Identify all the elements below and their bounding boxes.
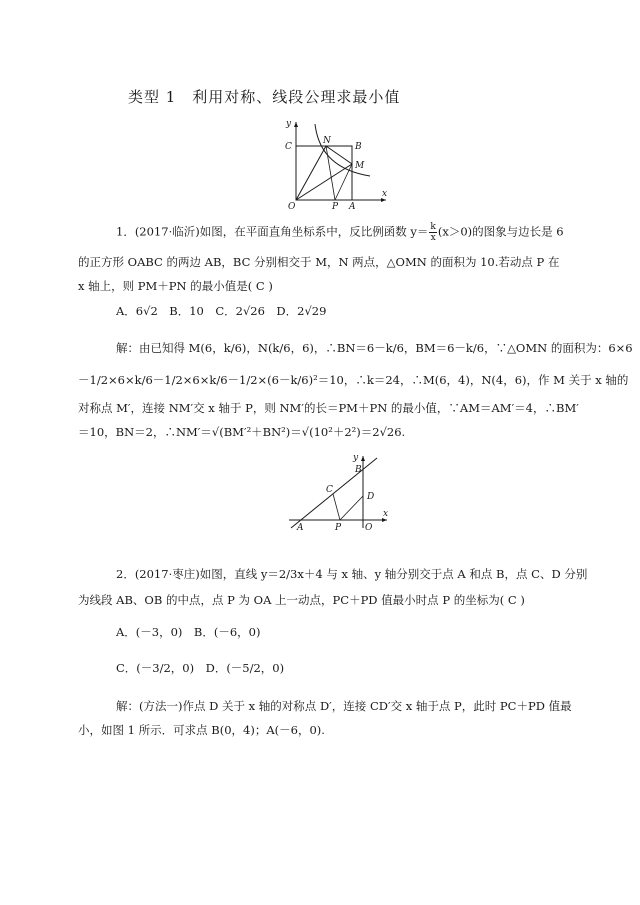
problem2-line2: 为线段 AB、OB 的中点，点 P 为 OA 上一动点，PC＋PD 值最小时点 P 的坐标为( C ) [78, 593, 525, 607]
fig1-label-a: A [349, 202, 356, 210]
fig2-label-c: C [326, 485, 333, 495]
solution1-line1: 解：由已知得 M(6，k/6)，N(k/6，6)，∴BN＝6－k/6，BM＝6－k/6，∵△OMN 的面积为：6×6 [116, 341, 633, 355]
section-heading: 类型 1 利用对称、线段公理求最小值 [128, 88, 401, 106]
fig1-label-y: y [286, 119, 292, 129]
problem1-fraction [429, 222, 436, 243]
fig2-label-o: O [365, 523, 373, 532]
fig2-label-x: x [383, 509, 389, 519]
problem2-choices-cd: C．(－3/2，0) D．(－5/2，0) [116, 661, 285, 675]
fig2-label-y: y [353, 453, 359, 463]
fig1-label-o: O [288, 202, 296, 210]
solution1-line3: 对称点 M′，连接 NM′交 x 轴于 P，则 NM′的长＝PM＋PN 的最小值，∵AM＝AM′＝4，∴BM′ [78, 401, 579, 415]
fig2-label-d: D [367, 492, 375, 502]
problem1-line1-text-a: 1．(2017·临沂)如图，在平面直角坐标系中，反比例函数 y＝ [116, 224, 429, 239]
problem1-line3: x 轴上，则 PM＋PN 的最小值是( C ) [78, 279, 273, 293]
figure-2-line-axes [283, 452, 393, 532]
fig1-label-p: P [332, 202, 339, 210]
solution1-line2: －1/2×6×k/6－1/2×6×k/6－1/2×(6－k/6)²＝10，∴k＝24，∴M(6，4)，N(4，6)，作 M 关于 x 轴的 [78, 373, 629, 387]
fig1-label-b: B [355, 142, 362, 152]
fig1-label-x: x [382, 189, 388, 199]
fraction-numerator: k [430, 222, 436, 232]
problem2-choices-ab: A．(－3，0) B．(－6，0) [116, 625, 261, 639]
fig2-label-a: A [297, 523, 304, 532]
fraction-denominator: x [430, 233, 436, 243]
solution1-line4: ＝10，BN＝2，∴NM′＝√(BM′²＋BN²)＝√(10²＋2²)＝2√26. [78, 425, 406, 439]
fig1-label-c: C [285, 142, 292, 152]
problem1-line2: 的正方形 OABC 的两边 AB，BC 分别相交于 M，N 两点，△OMN 的面积为 10.若动点 P 在 [78, 255, 560, 269]
fig1-label-m: M [355, 161, 365, 171]
solution2-line1: 解：(方法一)作点 D 关于 x 轴的对称点 D′，连接 CD′交 x 轴于点 P，此时 PC＋PD 值最 [116, 699, 572, 713]
fig2-label-b: B [355, 465, 362, 475]
problem2-line1: 2．(2017·枣庄)如图，直线 y＝2/3x＋4 与 x 轴、y 轴分别交于点 A 和点 B，点 C、D 分别 [116, 567, 588, 581]
problem1-line1-text-b: (x＞0)的图象与边长是 6 [437, 224, 564, 239]
fig1-label-n: N [323, 136, 331, 146]
fig2-label-p: P [335, 523, 342, 532]
figure-1-square-hyperbola [282, 116, 392, 210]
problem1-choices: A．6√2 B．10 C．2√26 D．2√29 [116, 304, 327, 318]
problem1-line1 [116, 222, 564, 243]
solution2-line2: 小，如图 1 所示．可求点 B(0，4)；A(－6，0). [78, 723, 325, 737]
